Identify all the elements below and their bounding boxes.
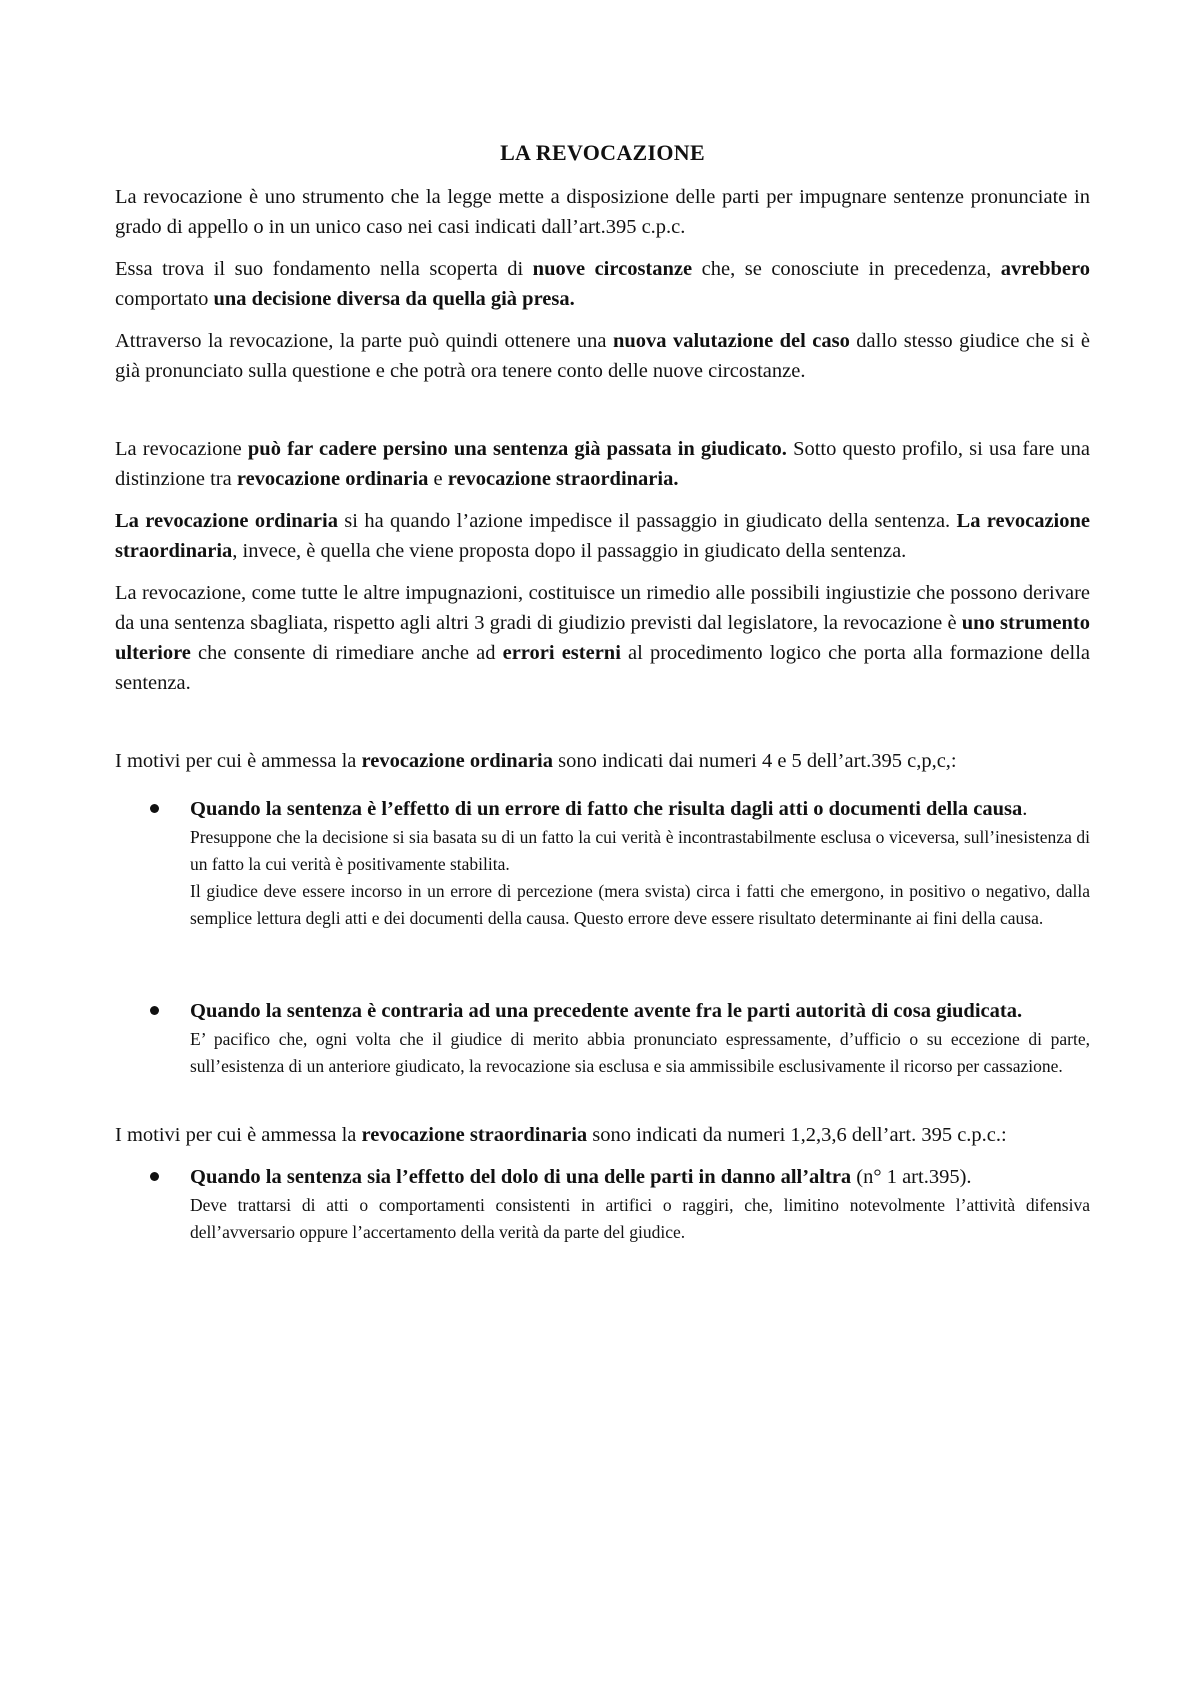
paragraph-motivi-straordinaria: I motivi per cui è ammessa la revocazione straordinaria sono indicati da numeri 1,2,3,6 dell’art. 395 c.p.c.: [115, 1124, 1007, 1146]
paragraph-intro: La revocazione è uno strumento che la legge mette a disposizione delle parti per impugnare sentenze pronunciate in grado di appello o in un unico caso nei casi indicati dall’art.395 c.p.c. [115, 186, 1090, 238]
list-item: Quando la sentenza è l’effetto di un errore di fatto che risulta dagli atti o documenti della causa. Presuppone che la decisione si sia basata su di un fatto la cui verità è incontrastabilmente esclusa o viceversa, sull’inesistenza di un fatto la cui verità è positivamente stabilita. Il giudice deve essere incorso in un errore di percezione (mera svista) circa i fatti che emergono, in positivo o negativo, dalla semplice lettura degli atti e dei documenti della causa. Questo errore deve essere risultato determinante ai fini della causa. [115, 794, 1090, 932]
bullet-icon [150, 1006, 159, 1015]
list-item: Quando la sentenza è contraria ad una precedente avente fra le parti autorità di cosa giudicata. E’ pacifico che, ogni volta che il giudice di merito abbia pronunciato espressamente, d’ufficio o su eccezione di parte, sull’esistenza di un anteriore giudicato, la revocazione sia esclusa e sia ammissibile esclusivamente il ricorso per cassazione. [115, 996, 1090, 1080]
paragraph-motivi-ordinaria: I motivi per cui è ammessa la revocazione ordinaria sono indicati dai numeri 4 e 5 dell’art.395 c,p,c,: [115, 750, 957, 772]
document-title: LA REVOCAZIONE [500, 140, 705, 165]
paragraph-valutazione: Attraverso la revocazione, la parte può quindi ottenere una nuova valutazione del caso dallo stesso giudice che si è già pronunciato sulla questione e che potrà ora tenere conto delle nuove circostanze. [115, 330, 1091, 382]
list-item: Quando la sentenza sia l’effetto del dolo di una delle parti in danno all’altra (n° 1 art.395). Deve trattarsi di atti o comportamenti consistenti in artifici o raggiri, che, limitino notevolmente l’attività difensiva dell’avversario oppure l’accertamento della verità da parte del giudice. [115, 1162, 1090, 1246]
paragraph-distinzione: La revocazione ordinaria si ha quando l’azione impedisce il passaggio in giudicato della sentenza. La revocazione straordinaria, invece, è quella che viene proposta dopo il passaggio in giudicato della sentenza. [115, 510, 1090, 562]
bullet-icon [150, 804, 159, 813]
paragraph-rimedio: La revocazione, come tutte le altre impugnazioni, costituisce un rimedio alle possibili ingiustizie che possono derivare da una sentenza sbagliata, rispetto agli altri 3 gradi di giudizio previsti dal legislatore, la revocazione è uno strumento ulteriore che consente di rimediare anche ad errori esterni al procedimento logico che porta alla formazione della sentenza. [115, 582, 1091, 694]
paragraph-fondamento: Essa trova il suo fondamento nella scoperta di nuove circostanze che, se conosciute in precedenza, avrebbero comportato una decisione diversa da quella già presa. [115, 258, 1090, 310]
extraordinary-motives-list [115, 1162, 1090, 1246]
ordinary-motives-list [115, 794, 1090, 1080]
paragraph-giudicato: La revocazione può far cadere persino una sentenza già passata in giudicato. Sotto questo profilo, si usa fare una distinzione tra revocazione ordinaria e revocazione straordinaria. [115, 438, 1091, 490]
bullet-icon [150, 1172, 159, 1181]
